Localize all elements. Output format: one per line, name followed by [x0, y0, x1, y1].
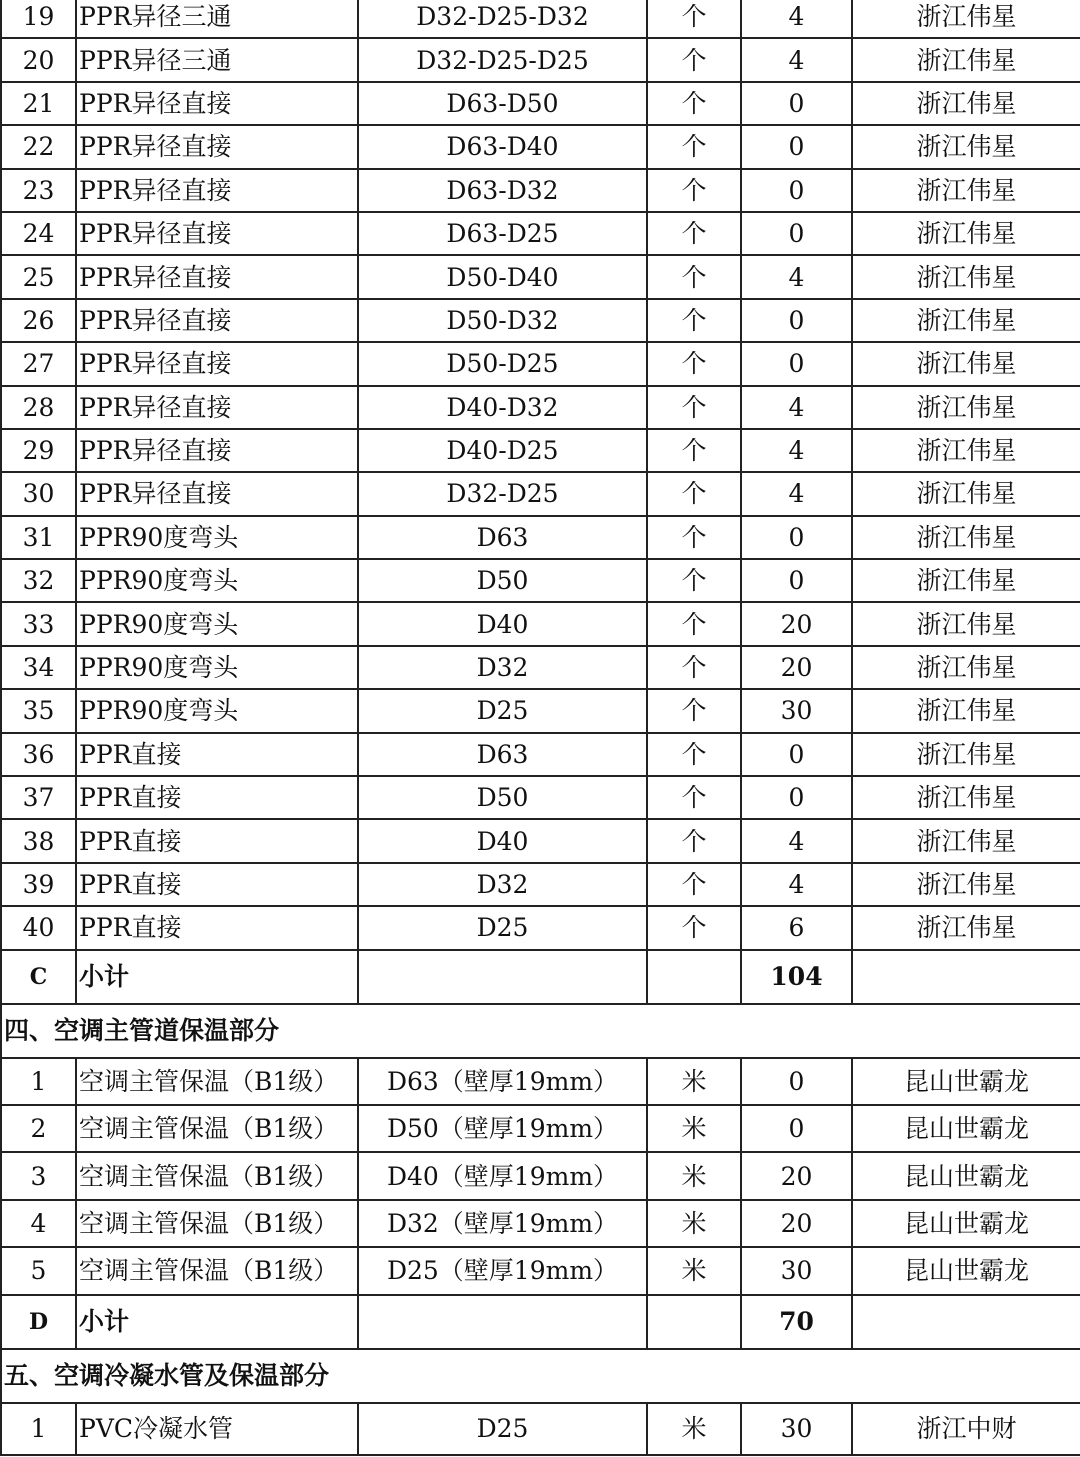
- subtotal-quantity: 70: [741, 1295, 852, 1349]
- row-number: 26: [1, 299, 76, 342]
- item-brand: 浙江伟星: [852, 863, 1080, 906]
- item-name: PPR90度弯头: [76, 516, 358, 559]
- table-row: [1, 342, 1080, 385]
- item-spec: D50: [358, 559, 647, 602]
- row-number: 38: [1, 819, 76, 862]
- item-unit: 个: [647, 472, 741, 515]
- item-name: 空调主管保温（B1级）: [76, 1105, 358, 1152]
- item-quantity: 20: [741, 646, 852, 689]
- row-number: 24: [1, 212, 76, 255]
- item-name: PPR直接: [76, 819, 358, 862]
- item-brand: 昆山世霸龙: [852, 1105, 1080, 1152]
- item-name: PPR直接: [76, 776, 358, 819]
- table-row: [1, 733, 1080, 776]
- item-quantity: 20: [741, 1200, 852, 1247]
- item-quantity: 4: [741, 429, 852, 472]
- item-spec: D40: [358, 819, 647, 862]
- item-brand: 浙江伟星: [852, 516, 1080, 559]
- item-brand: 浙江伟星: [852, 82, 1080, 125]
- item-name: PPR异径直接: [76, 342, 358, 385]
- row-number: 27: [1, 342, 76, 385]
- row-number: 2: [1, 1105, 76, 1152]
- table-row: [1, 776, 1080, 819]
- item-name: PPR异径直接: [76, 386, 358, 429]
- row-number: 35: [1, 689, 76, 732]
- item-quantity: 30: [741, 689, 852, 732]
- subtotal-row: [1, 1295, 1080, 1349]
- subtotal-empty-cell: [647, 950, 741, 1004]
- item-spec: D63: [358, 733, 647, 776]
- item-name: 空调主管保温（B1级）: [76, 1152, 358, 1199]
- item-quantity: 4: [741, 386, 852, 429]
- item-unit: 个: [647, 169, 741, 212]
- item-unit: 米: [647, 1152, 741, 1199]
- item-brand: 浙江伟星: [852, 559, 1080, 602]
- item-unit: 个: [647, 689, 741, 732]
- item-name: PPR异径直接: [76, 82, 358, 125]
- item-brand: 浙江伟星: [852, 0, 1080, 38]
- item-quantity: 4: [741, 472, 852, 515]
- item-quantity: 0: [741, 169, 852, 212]
- item-name: PPR直接: [76, 863, 358, 906]
- item-brand: 浙江伟星: [852, 776, 1080, 819]
- item-quantity: 0: [741, 776, 852, 819]
- table-row: [1, 429, 1080, 472]
- item-unit: 个: [647, 342, 741, 385]
- item-brand: 浙江伟星: [852, 472, 1080, 515]
- item-name: 空调主管保温（B1级）: [76, 1247, 358, 1294]
- item-unit: 个: [647, 776, 741, 819]
- item-name: PPR异径直接: [76, 212, 358, 255]
- item-unit: 个: [647, 212, 741, 255]
- item-spec: D32-D25: [358, 472, 647, 515]
- item-spec: D40: [358, 602, 647, 645]
- item-spec: D40-D32: [358, 386, 647, 429]
- row-number: 34: [1, 646, 76, 689]
- row-number: 28: [1, 386, 76, 429]
- item-unit: 个: [647, 386, 741, 429]
- table-row: [1, 819, 1080, 862]
- subtotal-empty-cell: [647, 1295, 741, 1349]
- item-name: PPR异径三通: [76, 0, 358, 38]
- subtotal-empty-cell: [852, 1295, 1080, 1349]
- item-name: PPR异径直接: [76, 429, 358, 472]
- item-name: 空调主管保温（B1级）: [76, 1200, 358, 1247]
- item-spec: D63-D25: [358, 212, 647, 255]
- item-unit: 个: [647, 125, 741, 168]
- item-spec: D25（壁厚19mm）: [358, 1247, 647, 1294]
- row-number: 22: [1, 125, 76, 168]
- item-name: 空调主管保温（B1级）: [76, 1058, 358, 1105]
- item-spec: D32: [358, 646, 647, 689]
- item-spec: D50（壁厚19mm）: [358, 1105, 647, 1152]
- item-brand: 浙江伟星: [852, 602, 1080, 645]
- item-brand: 浙江伟星: [852, 299, 1080, 342]
- item-spec: D63-D50: [358, 82, 647, 125]
- row-number: 39: [1, 863, 76, 906]
- item-name: PPR异径直接: [76, 125, 358, 168]
- item-unit: 米: [647, 1247, 741, 1294]
- item-quantity: 20: [741, 1152, 852, 1199]
- item-unit: 米: [647, 1105, 741, 1152]
- item-quantity: 0: [741, 733, 852, 776]
- item-spec: D25: [358, 1403, 647, 1455]
- subtotal-label: 小计: [76, 1295, 358, 1349]
- table-row: [1, 125, 1080, 168]
- item-quantity: 6: [741, 906, 852, 949]
- row-number: 37: [1, 776, 76, 819]
- row-number: 1: [1, 1058, 76, 1105]
- table-row: [1, 1058, 1080, 1105]
- item-spec: D32: [358, 863, 647, 906]
- item-unit: 米: [647, 1403, 741, 1455]
- section-header-row: [1, 1349, 1080, 1403]
- item-unit: 个: [647, 38, 741, 81]
- item-brand: 浙江伟星: [852, 386, 1080, 429]
- row-number: 32: [1, 559, 76, 602]
- item-brand: 昆山世霸龙: [852, 1247, 1080, 1294]
- item-unit: 个: [647, 299, 741, 342]
- item-unit: 个: [647, 255, 741, 298]
- table-row: [1, 1105, 1080, 1152]
- item-spec: D63-D32: [358, 169, 647, 212]
- table-row: [1, 1403, 1080, 1455]
- item-spec: D63-D40: [358, 125, 647, 168]
- subtotal-quantity: 104: [741, 950, 852, 1004]
- item-quantity: 0: [741, 212, 852, 255]
- table-row: [1, 1152, 1080, 1199]
- section-header-row: [1, 1004, 1080, 1058]
- item-quantity: 0: [741, 516, 852, 559]
- item-quantity: 0: [741, 82, 852, 125]
- item-name: PPR90度弯头: [76, 602, 358, 645]
- materials-table-body: [1, 0, 1080, 1455]
- subtotal-code: D: [1, 1295, 76, 1349]
- item-brand: 浙江伟星: [852, 38, 1080, 81]
- item-unit: 个: [647, 516, 741, 559]
- item-brand: 昆山世霸龙: [852, 1058, 1080, 1105]
- item-spec: D32-D25-D25: [358, 38, 647, 81]
- subtotal-empty-cell: [852, 950, 1080, 1004]
- item-spec: D50-D40: [358, 255, 647, 298]
- table-row: [1, 38, 1080, 81]
- item-spec: D63: [358, 516, 647, 559]
- item-name: PPR异径直接: [76, 299, 358, 342]
- item-name: PPR90度弯头: [76, 646, 358, 689]
- item-quantity: 0: [741, 125, 852, 168]
- table-row: [1, 472, 1080, 515]
- table-row: [1, 559, 1080, 602]
- item-brand: 浙江伟星: [852, 689, 1080, 732]
- item-brand: 昆山世霸龙: [852, 1200, 1080, 1247]
- table-row: [1, 0, 1080, 38]
- table-row: [1, 82, 1080, 125]
- item-name: PPR异径三通: [76, 38, 358, 81]
- item-quantity: 4: [741, 0, 852, 38]
- section-title: 四、空调主管道保温部分: [1, 1004, 1080, 1058]
- item-brand: 浙江伟星: [852, 169, 1080, 212]
- item-unit: 个: [647, 429, 741, 472]
- table-row: [1, 255, 1080, 298]
- row-number: 40: [1, 906, 76, 949]
- item-spec: D40（壁厚19mm）: [358, 1152, 647, 1199]
- row-number: 31: [1, 516, 76, 559]
- item-quantity: 0: [741, 299, 852, 342]
- row-number: 33: [1, 602, 76, 645]
- row-number: 1: [1, 1403, 76, 1455]
- table-row: [1, 1247, 1080, 1294]
- table-row: [1, 516, 1080, 559]
- item-brand: 昆山世霸龙: [852, 1152, 1080, 1199]
- item-brand: 浙江伟星: [852, 733, 1080, 776]
- item-name: PPR异径直接: [76, 169, 358, 212]
- item-quantity: 30: [741, 1247, 852, 1294]
- item-name: PPR90度弯头: [76, 559, 358, 602]
- item-unit: 米: [647, 1200, 741, 1247]
- item-quantity: 4: [741, 38, 852, 81]
- section-title: 五、空调冷凝水管及保温部分: [1, 1349, 1080, 1403]
- subtotal-code: C: [1, 950, 76, 1004]
- item-spec: D32-D25-D32: [358, 0, 647, 38]
- table-row: [1, 169, 1080, 212]
- item-quantity: 4: [741, 255, 852, 298]
- item-quantity: 0: [741, 1058, 852, 1105]
- item-name: PPR异径直接: [76, 472, 358, 515]
- item-spec: D50-D32: [358, 299, 647, 342]
- table-row: [1, 689, 1080, 732]
- item-quantity: 4: [741, 819, 852, 862]
- item-unit: 个: [647, 733, 741, 776]
- item-quantity: 0: [741, 1105, 852, 1152]
- table-row: [1, 299, 1080, 342]
- table-row: [1, 212, 1080, 255]
- item-name: PPR直接: [76, 733, 358, 776]
- table-row: [1, 602, 1080, 645]
- row-number: 25: [1, 255, 76, 298]
- item-unit: 个: [647, 863, 741, 906]
- subtotal-empty-cell: [358, 1295, 647, 1349]
- table-row: [1, 646, 1080, 689]
- item-name: PPR异径直接: [76, 255, 358, 298]
- item-quantity: 20: [741, 602, 852, 645]
- item-spec: D40-D25: [358, 429, 647, 472]
- row-number: 23: [1, 169, 76, 212]
- item-spec: D25: [358, 906, 647, 949]
- item-brand: 浙江伟星: [852, 125, 1080, 168]
- item-unit: 个: [647, 602, 741, 645]
- item-unit: 个: [647, 559, 741, 602]
- row-number: 21: [1, 82, 76, 125]
- subtotal-row: [1, 950, 1080, 1004]
- item-quantity: 4: [741, 863, 852, 906]
- item-quantity: 0: [741, 342, 852, 385]
- item-brand: 浙江伟星: [852, 906, 1080, 949]
- table-row: [1, 863, 1080, 906]
- row-number: 19: [1, 0, 76, 38]
- item-brand: 浙江中财: [852, 1403, 1080, 1455]
- item-spec: D25: [358, 689, 647, 732]
- table-row: [1, 906, 1080, 949]
- table-row: [1, 1200, 1080, 1247]
- item-brand: 浙江伟星: [852, 255, 1080, 298]
- row-number: 3: [1, 1152, 76, 1199]
- item-spec: D32（壁厚19mm）: [358, 1200, 647, 1247]
- item-name: PVC冷凝水管: [76, 1403, 358, 1455]
- item-spec: D63（壁厚19mm）: [358, 1058, 647, 1105]
- item-quantity: 30: [741, 1403, 852, 1455]
- item-spec: D50: [358, 776, 647, 819]
- item-unit: 个: [647, 82, 741, 125]
- row-number: 30: [1, 472, 76, 515]
- item-brand: 浙江伟星: [852, 342, 1080, 385]
- item-unit: 个: [647, 0, 741, 38]
- item-quantity: 0: [741, 559, 852, 602]
- row-number: 5: [1, 1247, 76, 1294]
- item-brand: 浙江伟星: [852, 429, 1080, 472]
- row-number: 20: [1, 38, 76, 81]
- item-unit: 米: [647, 1058, 741, 1105]
- item-unit: 个: [647, 646, 741, 689]
- item-spec: D50-D25: [358, 342, 647, 385]
- row-number: 36: [1, 733, 76, 776]
- row-number: 4: [1, 1200, 76, 1247]
- item-brand: 浙江伟星: [852, 212, 1080, 255]
- item-brand: 浙江伟星: [852, 819, 1080, 862]
- item-brand: 浙江伟星: [852, 646, 1080, 689]
- item-name: PPR直接: [76, 906, 358, 949]
- item-unit: 个: [647, 819, 741, 862]
- item-unit: 个: [647, 906, 741, 949]
- row-number: 29: [1, 429, 76, 472]
- subtotal-label: 小计: [76, 950, 358, 1004]
- item-name: PPR90度弯头: [76, 689, 358, 732]
- subtotal-empty-cell: [358, 950, 647, 1004]
- table-row: [1, 386, 1080, 429]
